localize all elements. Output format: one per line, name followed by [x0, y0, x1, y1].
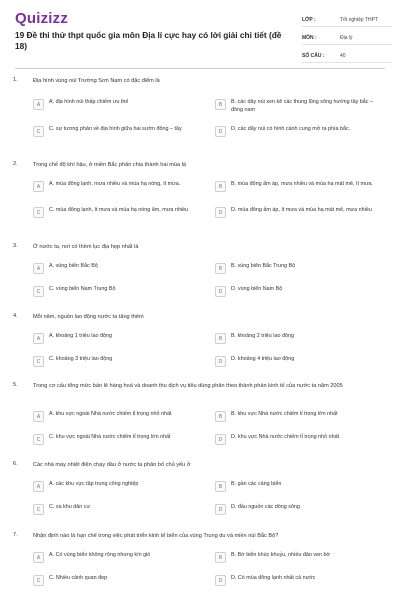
option-text: B. Bờ biển khúc khuỷu, nhiều đảo ven bờ — [231, 552, 331, 558]
option-text: C. xa khu dân cư — [49, 504, 91, 510]
option-letter-box: B — [215, 411, 226, 422]
option-text: D. khu vực Nhà nước chiếm tỉ trọng nhỏ nhất — [231, 434, 340, 440]
worksheet-meta — [302, 13, 392, 67]
option-letter-box: B — [215, 333, 226, 344]
option-text: C. khu vực ngoài Nhà nước chiếm tỉ trọng lớn nhất — [49, 434, 171, 440]
option-b[interactable] — [215, 552, 381, 563]
option-text: B. các dãy núi xen kẽ các thung lũng sông hướng tây bắc – đông nam — [231, 99, 373, 113]
question-number: 5. — [13, 382, 18, 388]
option-letter-box: D — [215, 575, 226, 586]
option-letter-box: C — [33, 356, 44, 367]
option-text: D. các dãy núi có hình cánh cung mở ra phía bắc. — [231, 126, 351, 132]
header-divider — [15, 68, 385, 69]
option-text: D. mùa đông ấm áp, ít mưa và mùa hạ mát mẻ, mưa nhiều — [231, 207, 372, 213]
option-b[interactable] — [215, 181, 381, 192]
option-c[interactable] — [33, 434, 214, 445]
option-letter-box: C — [33, 286, 44, 297]
question-text: Địa hình vùng núi Trường Sơn Nam có đặc điểm là — [33, 78, 160, 84]
question-text: Ở nước ta, nơi có thềm lục địa hẹp nhất là — [33, 244, 139, 250]
option-letter-box: C — [33, 504, 44, 515]
option-text: C. Nhiều cảnh quan đẹp — [49, 575, 108, 581]
question-number: 6. — [13, 461, 18, 467]
option-d[interactable] — [215, 286, 381, 297]
option-text: A. khu vực ngoài Nhà nước chiếm tỉ trọng nhỏ nhất — [49, 411, 172, 417]
option-text: B. mùa đông ấm áp, mưa nhiều và mùa hạ mát mẻ, ít mưa. — [231, 181, 374, 187]
option-d[interactable] — [215, 504, 381, 515]
option-text: B. vùng biển Bắc Trung Bộ — [231, 263, 296, 269]
option-letter-box: A — [33, 333, 44, 344]
option-b[interactable] — [215, 481, 381, 492]
quizizz-logo: Quizizz — [15, 10, 69, 27]
question-text: Nhận định nào là hạn chế trong việc phát triển kinh tế biển của vùng Trung du và miền núi Bắc Bộ? — [33, 533, 279, 539]
question-text: Trong chế độ khí hậu, ở miền Bắc phân chia thành hai mùa là — [33, 162, 187, 168]
meta-label: MÔN : — [302, 34, 317, 41]
option-text: B. gần các cảng biển — [231, 481, 282, 487]
meta-label: SỐ CÂU : — [302, 52, 325, 59]
option-text: C. vùng biển Nam Trung Bộ — [49, 286, 116, 292]
option-text: A. các khu vực tập trung công nghiệp — [49, 481, 139, 487]
worksheet-title: 19 Đề thi thử thpt quốc gia môn Địa lí cực hay có lời giải chi tiết (đề 18) — [15, 30, 282, 51]
question-number: 4. — [13, 313, 18, 319]
option-d[interactable] — [215, 434, 396, 445]
option-a[interactable] — [33, 263, 199, 274]
option-letter-box: A — [33, 552, 44, 563]
option-d[interactable] — [215, 207, 381, 218]
option-text: B. khoảng 2 triệu lao động — [231, 333, 294, 339]
option-letter-box: B — [215, 263, 226, 274]
question-number: 2. — [13, 161, 18, 167]
option-b[interactable] — [215, 411, 396, 422]
meta-subject-row — [302, 31, 392, 45]
option-text: A. mùa đông lạnh, mưa nhiều và mùa hạ nóng, ít mưa. — [49, 181, 181, 187]
option-letter-box: B — [215, 552, 226, 563]
option-letter-box: B — [215, 99, 226, 110]
meta-count-row — [302, 49, 392, 63]
option-b[interactable] — [215, 263, 381, 274]
option-letter-box: B — [215, 181, 226, 192]
question-text: Các nhà máy nhiệt điện chạy dầu ở nước ta phân bố chủ yếu ở — [33, 462, 191, 468]
option-text: D. vùng biển Nam Bộ — [231, 286, 283, 292]
option-text: A. Có vùng biển không rộng nhưng kín gió — [49, 552, 151, 558]
meta-value: 40 — [340, 52, 346, 59]
option-letter-box: D — [215, 286, 226, 297]
option-letter-box: A — [33, 481, 44, 492]
option-letter-box: D — [215, 126, 226, 137]
meta-class-row — [302, 13, 392, 27]
option-text: D. đầu nguồn các dòng sông — [231, 504, 300, 510]
option-text: A. địa hình núi thấp chiếm ưu thế — [49, 99, 129, 105]
option-c[interactable] — [33, 575, 199, 586]
option-text: C. sự tương phản về địa hình giữa hai sườn đông – tây — [49, 126, 182, 132]
meta-value: Địa lý — [340, 34, 353, 41]
option-d[interactable] — [215, 575, 381, 586]
option-letter-box: D — [215, 504, 226, 515]
option-a[interactable] — [33, 333, 199, 344]
option-letter-box: A — [33, 181, 44, 192]
option-text: A. vùng biển Bắc Bộ — [49, 263, 98, 269]
option-d[interactable] — [215, 126, 381, 137]
option-letter-box: A — [33, 99, 44, 110]
option-text: D. khoảng 4 triệu lao động — [231, 356, 295, 362]
question-number: 7. — [13, 532, 18, 538]
option-letter-box: A — [33, 263, 44, 274]
option-a[interactable] — [33, 552, 199, 563]
option-c[interactable] — [33, 504, 199, 515]
option-text: D. Có mùa đông lạnh nhất cả nước — [231, 575, 316, 581]
option-a[interactable] — [33, 481, 199, 492]
option-letter-box: A — [33, 411, 44, 422]
option-text: A. khoảng 1 triệu lao động — [49, 333, 112, 339]
option-c[interactable] — [33, 286, 199, 297]
option-letter-box: C — [33, 434, 44, 445]
question-number: 3. — [13, 243, 18, 249]
option-letter-box: C — [33, 126, 44, 137]
meta-label: LỚP : — [302, 16, 316, 23]
meta-value: Tốt nghiệp THPT — [340, 16, 378, 23]
option-c[interactable] — [33, 207, 199, 218]
option-a[interactable] — [33, 411, 214, 422]
option-text: C. khoảng 3 triệu lao động — [49, 356, 113, 362]
worksheet-header — [0, 0, 400, 72]
option-letter-box: C — [33, 575, 44, 586]
option-letter-box: C — [33, 207, 44, 218]
option-text: B. khu vực Nhà nước chiếm tỉ trọng lớn nhất — [231, 411, 338, 417]
option-d[interactable] — [215, 356, 381, 367]
question-number: 1. — [13, 77, 18, 83]
option-c[interactable] — [33, 126, 199, 137]
option-text: C. mùa đông lạnh, ít mưa và mùa hạ nóng ẩm, mưa nhiều — [49, 207, 189, 213]
option-b[interactable] — [215, 99, 381, 114]
option-letter-box: D — [215, 356, 226, 367]
option-a[interactable] — [33, 181, 199, 192]
option-b[interactable] — [215, 333, 381, 344]
option-a[interactable] — [33, 99, 199, 110]
question-text: Mỗi năm, nguồn lao động nước ta tăng thêm — [33, 314, 144, 320]
option-c[interactable] — [33, 356, 199, 367]
option-letter-box: B — [215, 481, 226, 492]
option-letter-box: D — [215, 434, 226, 445]
question-text: Trong cơ cấu tổng mức bán lẻ hàng hoá và doanh thu dịch vụ tiêu dùng phân theo thành phần kinh tế của nước ta năm 2005 — [33, 383, 343, 389]
option-letter-box: D — [215, 207, 226, 218]
